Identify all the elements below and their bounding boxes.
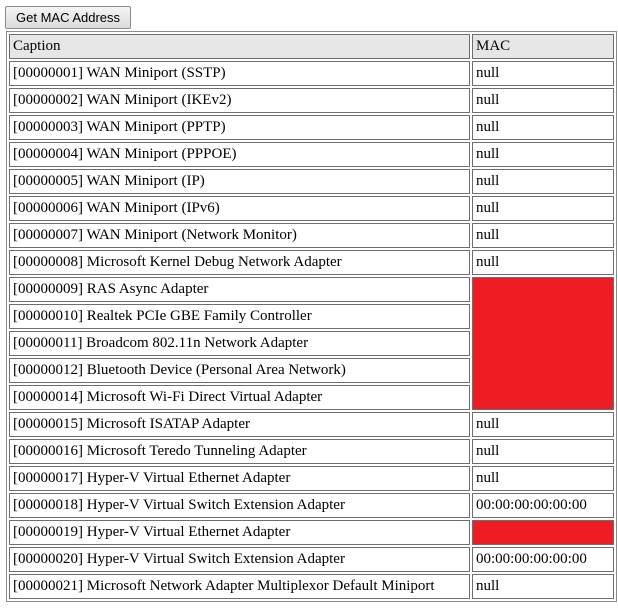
table-row — [9, 466, 614, 491]
table-row — [9, 250, 614, 275]
caption-cell: [00000020] Hyper-V Virtual Switch Extension Adapter — [9, 547, 470, 572]
toolbar — [5, 6, 131, 29]
table-row — [9, 412, 614, 437]
table-header-row — [9, 34, 614, 59]
table-row — [9, 142, 614, 167]
caption-cell: [00000006] WAN Miniport (IPv6) — [9, 196, 470, 221]
mac-cell: null — [472, 61, 614, 86]
caption-cell: [00000018] Hyper-V Virtual Switch Extension Adapter — [9, 493, 470, 518]
table-row — [9, 61, 614, 86]
caption-cell: [00000004] WAN Miniport (PPPOE) — [9, 142, 470, 167]
mac-cell: 00:00:00:00:00:00 — [472, 547, 614, 572]
table-row — [9, 439, 614, 464]
caption-cell: [00000007] WAN Miniport (Network Monitor) — [9, 223, 470, 248]
table-row — [9, 223, 614, 248]
table-row — [9, 169, 614, 194]
caption-cell: [00000021] Microsoft Network Adapter Multiplexor Default Miniport — [9, 574, 470, 599]
table-row — [9, 196, 614, 221]
table-row — [9, 547, 614, 572]
mac-cell: null — [472, 196, 614, 221]
caption-cell: [00000016] Microsoft Teredo Tunneling Adapter — [9, 439, 470, 464]
column-header-mac: MAC — [472, 34, 614, 59]
table-row — [9, 88, 614, 113]
adapters-table — [6, 31, 617, 602]
mac-cell: null — [472, 250, 614, 275]
caption-cell: [00000011] Broadcom 802.11n Network Adapter — [9, 331, 470, 356]
column-header-caption: Caption — [9, 34, 470, 59]
table-row — [9, 520, 614, 545]
mac-cell: null — [472, 412, 614, 437]
table-row — [9, 574, 614, 599]
mac-cell: null — [472, 88, 614, 113]
caption-cell: [00000015] Microsoft ISATAP Adapter — [9, 412, 470, 437]
caption-cell: [00000008] Microsoft Kernel Debug Network Adapter — [9, 250, 470, 275]
mac-cell: null — [472, 574, 614, 599]
caption-cell: [00000005] WAN Miniport (IP) — [9, 169, 470, 194]
mac-cell: null — [472, 223, 614, 248]
mac-cell: null — [472, 466, 614, 491]
mac-cell: null — [472, 439, 614, 464]
table-row — [9, 277, 614, 302]
mac-cell: null — [472, 169, 614, 194]
table-row — [9, 493, 614, 518]
get-mac-address-button[interactable]: Get MAC Address — [5, 6, 131, 29]
redacted-mac-block — [472, 277, 614, 410]
caption-cell: [00000019] Hyper-V Virtual Ethernet Adapter — [9, 520, 470, 545]
table-row — [9, 115, 614, 140]
caption-cell: [00000014] Microsoft Wi-Fi Direct Virtual Adapter — [9, 385, 470, 410]
caption-cell: [00000009] RAS Async Adapter — [9, 277, 470, 302]
caption-cell: [00000002] WAN Miniport (IKEv2) — [9, 88, 470, 113]
caption-cell: [00000012] Bluetooth Device (Personal Area Network) — [9, 358, 470, 383]
mac-cell: null — [472, 115, 614, 140]
caption-cell: [00000003] WAN Miniport (PPTP) — [9, 115, 470, 140]
mac-cell: null — [472, 142, 614, 167]
redacted-mac-cell — [472, 520, 614, 545]
caption-cell: [00000010] Realtek PCIe GBE Family Controller — [9, 304, 470, 329]
caption-cell: [00000001] WAN Miniport (SSTP) — [9, 61, 470, 86]
caption-cell: [00000017] Hyper-V Virtual Ethernet Adapter — [9, 466, 470, 491]
mac-cell: 00:00:00:00:00:00 — [472, 493, 614, 518]
